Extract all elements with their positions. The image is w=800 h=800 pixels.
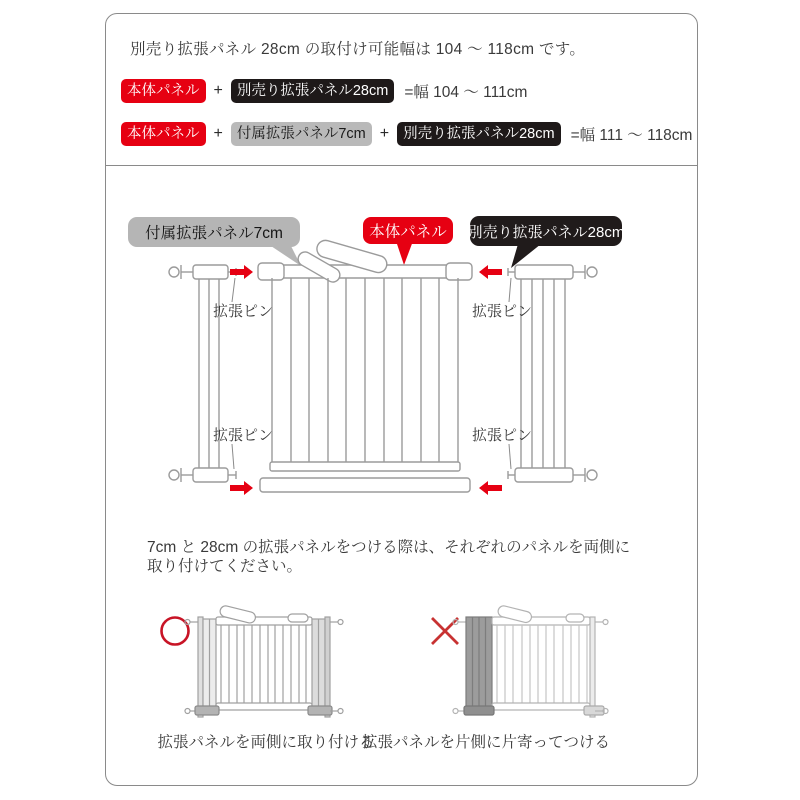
- width-result: =幅 111 〜 118cm: [570, 127, 693, 145]
- attach-arrow-right-bottom: [230, 481, 253, 495]
- main-panel-drawing: [258, 238, 472, 492]
- optional-panel-callout-label: 別売り拡張パネル28cm: [467, 224, 625, 241]
- expansion-pin-top-left: [169, 265, 193, 279]
- intro-text: 別売り拡張パネル 28cm の取付け可能幅は 104 〜 118cm です。: [130, 41, 586, 58]
- wrong-example-caption: 拡張パネルを片側に片寄ってつける: [362, 734, 611, 751]
- note-line-1: 7cm と 28cm の拡張パネルをつける際は、それぞれのパネルを両側に: [147, 539, 631, 556]
- included-panel-callout-label: 付属拡張パネル7cm: [145, 225, 283, 242]
- attach-arrow-left-top: [479, 265, 502, 279]
- main-panel-chip: 本体パネル: [121, 122, 206, 146]
- included-panel-drawing: [169, 265, 236, 482]
- note-text: [147, 538, 630, 576]
- formula-row-1: [121, 79, 527, 103]
- section-divider: [105, 165, 697, 166]
- pin-label-top-right: 拡張ピン: [472, 303, 533, 320]
- pin-label-top-left: 拡張ピン: [213, 303, 274, 320]
- plus-sign: +: [213, 82, 223, 100]
- attach-arrow-right-top: [230, 265, 253, 279]
- included-panel-callout: [128, 217, 301, 266]
- note-line-2: 取り付けてください。: [147, 558, 303, 575]
- optional-panel-callout: [468, 216, 625, 268]
- main-panel-chip: 本体パネル: [121, 79, 206, 103]
- optional-panel-chip: 別売り拡張パネル28cm: [397, 122, 560, 146]
- included-panel-chip: 付属拡張パネル7cm: [231, 122, 372, 146]
- wrong-mark-icon: [432, 618, 458, 644]
- plus-sign: +: [379, 125, 390, 143]
- pin-label-bottom-left: 拡張ピン: [213, 427, 274, 444]
- correct-example-illustration: [150, 603, 380, 731]
- pin-label-bottom-right: 拡張ピン: [472, 427, 533, 444]
- expansion-pin-bottom-right: [573, 468, 597, 482]
- formula-row-2: [121, 122, 692, 146]
- main-panel-callout-label: 本体パネル: [369, 223, 447, 241]
- optional-panel-drawing: [508, 265, 597, 482]
- plus-sign: +: [213, 125, 223, 143]
- attach-arrow-left-bottom: [479, 481, 502, 495]
- optional-panel-chip: 別売り拡張パネル28cm: [231, 79, 394, 103]
- correct-example-caption: 拡張パネルを両側に取り付ける: [157, 734, 375, 751]
- gate-diagram: [120, 208, 680, 523]
- expansion-pin-top-right: [573, 265, 597, 279]
- expansion-pin-bottom-left: [169, 468, 193, 482]
- width-result: =幅 104 〜 111cm: [404, 84, 528, 102]
- wrong-example-illustration: [420, 603, 650, 731]
